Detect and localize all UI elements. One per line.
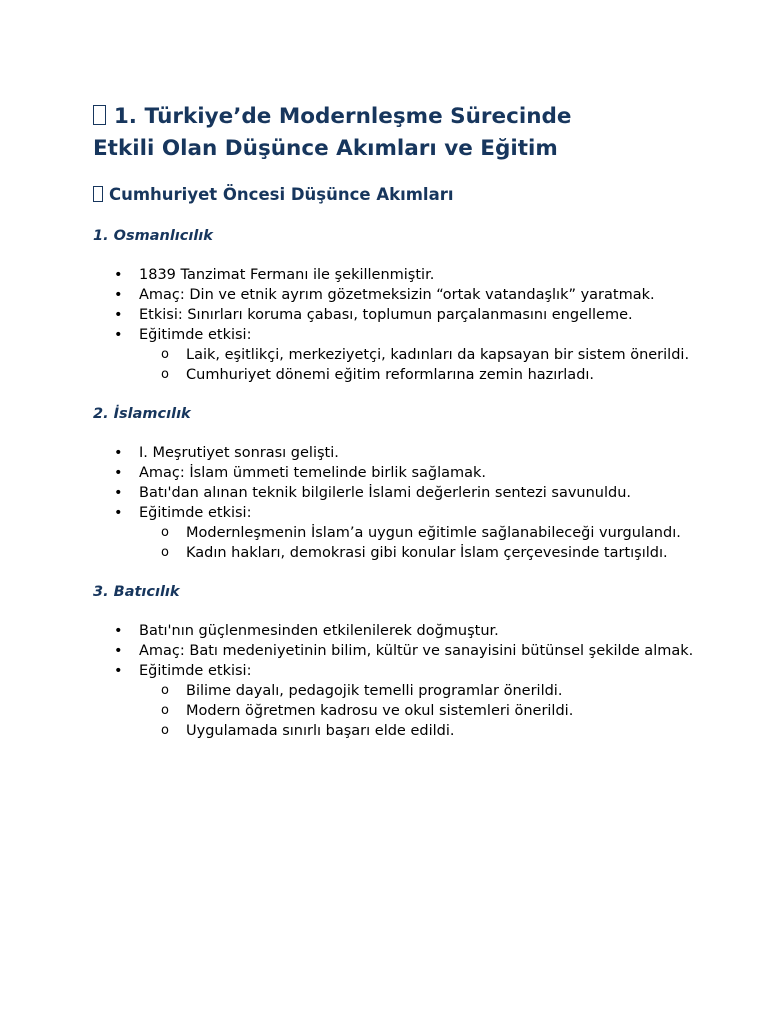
section-heading: 1. Osmanlıcılık (93, 228, 213, 244)
bullet-marker: • (114, 643, 123, 659)
bullet-marker: • (114, 485, 123, 501)
bullet-marker: • (114, 623, 123, 639)
bullet-marker: • (114, 327, 123, 343)
sub-bullet-marker: o (161, 525, 169, 540)
list-item: • I. Meşrutiyet sonrası gelişti. (114, 445, 339, 461)
sub-list-item: o Cumhuriyet dönemi eğitim reformlarına zemin hazırladı. (161, 367, 595, 383)
bullet-list (93, 443, 708, 563)
sub-list-item: o Kadın hakları, demokrasi gibi konular İslam çerçevesinde tartışıldı. (161, 545, 668, 561)
sub-list-item: o Laik, eşitlikçi, merkeziyetçi, kadınları da kapsayan bir sistem önerildi. (161, 347, 690, 363)
sub-bullet-marker: o (161, 545, 169, 560)
title-line-1: 1. Türkiye’de Modernleşme Sürecinde (113, 104, 572, 129)
sub-bullet-marker: o (161, 367, 169, 382)
title-line-2: Etkili Olan Düşünce Akımları ve Eğitim (93, 136, 558, 161)
list-item: • Amaç: İslam ümmeti temelinde birlik sağlamak. (114, 465, 487, 481)
list-item: • Eğitimde etkisi: (114, 663, 252, 679)
list-item: • Eğitimde etkisi: (114, 327, 252, 343)
sub-list-item: o Modern öğretmen kadrosu ve okul sistemleri önerildi. (161, 703, 574, 719)
sub-bullet-marker: o (161, 347, 169, 362)
list-item: • Eğitimde etkisi: (114, 505, 252, 521)
list-item: • Etkisi: Sınırları koruma çabası, toplumun parçalanmasını engelleme. (114, 307, 633, 323)
page-title (93, 101, 708, 165)
bullet-marker: • (114, 287, 123, 303)
bullet-marker: • (114, 445, 123, 461)
section-heading: 3. Batıcılık (93, 584, 180, 600)
sub-bullet-marker: o (161, 703, 169, 718)
list-item: • Amaç: Din ve etnik ayrım gözetmeksizin “ortak vatandaşlık” yaratmak. (114, 287, 655, 303)
section-baticilik (93, 582, 708, 741)
bullet-marker: • (114, 267, 123, 283)
sub-list-item: o Uygulamada sınırlı başarı elde edildi. (161, 723, 455, 739)
bullet-list (93, 265, 708, 385)
bullet-marker: • (114, 307, 123, 323)
subtitle-text: Cumhuriyet Öncesi Düşünce Akımları (108, 185, 454, 204)
sub-bullet-marker: o (161, 683, 169, 698)
sub-list-item: o Bilime dayalı, pedagojik temelli programlar önerildi. (161, 683, 563, 699)
bullet-marker: • (114, 663, 123, 679)
list-item: • 1839 Tanzimat Fermanı ile şekillenmiştir. (114, 267, 435, 283)
list-item: • Batı'dan alınan teknik bilgilerle İslami değerlerin sentezi savunuldu. (114, 485, 632, 501)
section-osmanlicilik (93, 226, 708, 385)
section-subtitle (93, 183, 708, 207)
section-heading: 2. İslamcılık (93, 406, 191, 422)
list-item: • Amaç: Batı medeniyetinin bilim, kültür ve sanayisini bütünsel şekilde almak. (114, 643, 694, 659)
bullet-list (93, 621, 708, 741)
missing-glyph-icon (93, 105, 106, 125)
list-item: • Batı'nın güçlenmesinden etkilenilerek doğmuştur. (114, 623, 499, 639)
sub-list-item: o Modernleşmenin İslam’a uygun eğitimle sağlanabileceği vurgulandı. (161, 525, 681, 541)
sub-bullet-marker: o (161, 723, 169, 738)
missing-glyph-icon (93, 186, 103, 202)
bullet-marker: • (114, 465, 123, 481)
section-islamcilik (93, 404, 708, 563)
bullet-marker: • (114, 505, 123, 521)
